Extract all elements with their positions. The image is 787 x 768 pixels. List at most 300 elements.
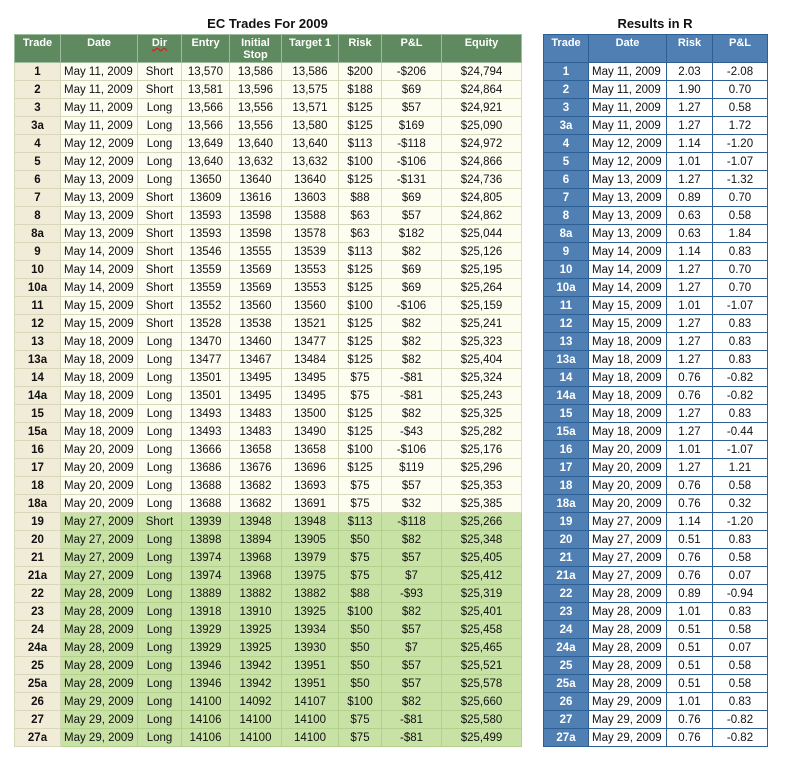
date-cell: May 18, 2009 <box>589 369 667 387</box>
date-cell: May 12, 2009 <box>61 135 138 153</box>
results-header-pnl: P&L <box>713 35 768 63</box>
target-cell: 13603 <box>282 189 339 207</box>
trade-cell: 13a <box>15 351 61 369</box>
trade-cell: 22 <box>544 585 589 603</box>
results-row <box>544 117 768 135</box>
header-trade: Trade <box>15 35 61 63</box>
table-row <box>15 405 522 423</box>
dir-cell: Long <box>138 405 182 423</box>
risk-cell: $88 <box>339 189 382 207</box>
trade-cell: 23 <box>544 603 589 621</box>
results-header-risk: Risk <box>667 35 713 63</box>
dir-cell: Long <box>138 567 182 585</box>
risk-cell: $125 <box>339 351 382 369</box>
pnl-cell: $82 <box>382 351 442 369</box>
trade-cell: 3 <box>544 99 589 117</box>
header-risk: Risk <box>339 35 382 63</box>
dir-cell: Short <box>138 63 182 81</box>
entry-cell: 13,581 <box>182 81 230 99</box>
date-cell: May 20, 2009 <box>61 459 138 477</box>
results-row <box>544 81 768 99</box>
table-row <box>15 315 522 333</box>
initial-stop-cell: 13925 <box>230 621 282 639</box>
initial-stop-cell: 13616 <box>230 189 282 207</box>
entry-cell: 13552 <box>182 297 230 315</box>
date-cell: May 28, 2009 <box>61 639 138 657</box>
equity-cell: $24,864 <box>442 81 522 99</box>
dir-cell: Short <box>138 81 182 99</box>
trade-cell: 25 <box>544 657 589 675</box>
table-row <box>15 135 522 153</box>
dir-cell: Long <box>138 711 182 729</box>
dir-cell: Short <box>138 207 182 225</box>
initial-stop-cell: 13495 <box>230 369 282 387</box>
date-cell: May 18, 2009 <box>61 423 138 441</box>
target-cell: 13925 <box>282 603 339 621</box>
trade-cell: 22 <box>15 585 61 603</box>
pnl-r-cell: -0.44 <box>713 423 768 441</box>
table-row <box>15 549 522 567</box>
table-row <box>15 297 522 315</box>
pnl-r-cell: -1.07 <box>713 441 768 459</box>
equity-cell: $25,195 <box>442 261 522 279</box>
trade-cell: 19 <box>544 513 589 531</box>
risk-r-cell: 1.27 <box>667 351 713 369</box>
target-cell: 13553 <box>282 261 339 279</box>
initial-stop-cell: 14100 <box>230 729 282 747</box>
pnl-r-cell: -1.20 <box>713 513 768 531</box>
dir-cell: Long <box>138 99 182 117</box>
ec-trades-title: EC Trades For 2009 <box>207 16 328 31</box>
initial-stop-cell: 13483 <box>230 405 282 423</box>
date-cell: May 13, 2009 <box>61 189 138 207</box>
trade-cell: 9 <box>544 243 589 261</box>
results-in-r-title: Results in R <box>617 16 693 31</box>
pnl-cell: -$106 <box>382 297 442 315</box>
risk-cell: $125 <box>339 423 382 441</box>
date-cell: May 20, 2009 <box>589 495 667 513</box>
results-row <box>544 459 768 477</box>
dir-cell: Long <box>138 639 182 657</box>
date-cell: May 13, 2009 <box>589 171 667 189</box>
initial-stop-cell: 14092 <box>230 693 282 711</box>
date-cell: May 13, 2009 <box>589 189 667 207</box>
date-cell: May 11, 2009 <box>589 81 667 99</box>
target-cell: 13477 <box>282 333 339 351</box>
pnl-r-cell: 0.83 <box>713 351 768 369</box>
risk-r-cell: 0.89 <box>667 585 713 603</box>
equity-cell: $25,126 <box>442 243 522 261</box>
risk-r-cell: 1.01 <box>667 153 713 171</box>
date-cell: May 13, 2009 <box>61 207 138 225</box>
results-row <box>544 621 768 639</box>
entry-cell: 13470 <box>182 333 230 351</box>
risk-r-cell: 0.76 <box>667 729 713 747</box>
results-row <box>544 189 768 207</box>
entry-cell: 13528 <box>182 315 230 333</box>
results-row <box>544 243 768 261</box>
date-cell: May 15, 2009 <box>61 297 138 315</box>
trade-cell: 2 <box>15 81 61 99</box>
results-row <box>544 693 768 711</box>
target-cell: 13951 <box>282 657 339 675</box>
results-row <box>544 603 768 621</box>
entry-cell: 13889 <box>182 585 230 603</box>
date-cell: May 27, 2009 <box>589 549 667 567</box>
target-cell: 14107 <box>282 693 339 711</box>
risk-r-cell: 0.76 <box>667 711 713 729</box>
pnl-cell: $57 <box>382 621 442 639</box>
target-cell: 13,586 <box>282 63 339 81</box>
risk-cell: $75 <box>339 387 382 405</box>
dir-cell: Long <box>138 387 182 405</box>
trade-cell: 20 <box>15 531 61 549</box>
pnl-cell: -$118 <box>382 135 442 153</box>
trade-cell: 3a <box>544 117 589 135</box>
pnl-cell: $32 <box>382 495 442 513</box>
risk-r-cell: 0.51 <box>667 621 713 639</box>
pnl-cell: $57 <box>382 207 442 225</box>
risk-cell: $125 <box>339 333 382 351</box>
risk-r-cell: 0.51 <box>667 675 713 693</box>
trade-cell: 21 <box>544 549 589 567</box>
risk-cell: $125 <box>339 279 382 297</box>
date-cell: May 11, 2009 <box>61 117 138 135</box>
equity-cell: $24,862 <box>442 207 522 225</box>
target-cell: 13,632 <box>282 153 339 171</box>
header-entry: Entry <box>182 35 230 63</box>
initial-stop-cell: 13569 <box>230 279 282 297</box>
risk-r-cell: 1.27 <box>667 261 713 279</box>
risk-cell: $50 <box>339 531 382 549</box>
date-cell: May 29, 2009 <box>589 711 667 729</box>
target-cell: 13696 <box>282 459 339 477</box>
target-cell: 13930 <box>282 639 339 657</box>
trade-cell: 6 <box>544 171 589 189</box>
table-row <box>15 351 522 369</box>
risk-cell: $125 <box>339 405 382 423</box>
risk-r-cell: 1.27 <box>667 423 713 441</box>
dir-cell: Short <box>138 189 182 207</box>
target-cell: 14100 <box>282 729 339 747</box>
target-cell: 13539 <box>282 243 339 261</box>
pnl-r-cell: 0.58 <box>713 621 768 639</box>
risk-cell: $75 <box>339 369 382 387</box>
risk-r-cell: 1.01 <box>667 603 713 621</box>
risk-r-cell: 0.63 <box>667 225 713 243</box>
initial-stop-cell: 13,640 <box>230 135 282 153</box>
risk-r-cell: 1.27 <box>667 405 713 423</box>
header-dir-label: Dir <box>151 37 168 49</box>
initial-stop-cell: 13538 <box>230 315 282 333</box>
target-cell: 13560 <box>282 297 339 315</box>
trade-cell: 17 <box>15 459 61 477</box>
risk-cell: $200 <box>339 63 382 81</box>
table-row <box>15 243 522 261</box>
pnl-r-cell: 0.58 <box>713 675 768 693</box>
ec-trades-table <box>14 34 522 747</box>
target-cell: 13905 <box>282 531 339 549</box>
risk-r-cell: 1.01 <box>667 441 713 459</box>
target-cell: 13,575 <box>282 81 339 99</box>
entry-cell: 13493 <box>182 423 230 441</box>
date-cell: May 18, 2009 <box>61 387 138 405</box>
pnl-cell: $69 <box>382 81 442 99</box>
date-cell: May 14, 2009 <box>589 261 667 279</box>
target-cell: 13979 <box>282 549 339 567</box>
risk-r-cell: 1.27 <box>667 315 713 333</box>
entry-cell: 13593 <box>182 225 230 243</box>
date-cell: May 27, 2009 <box>61 549 138 567</box>
pnl-r-cell: 0.83 <box>713 603 768 621</box>
dir-cell: Long <box>138 369 182 387</box>
table-row <box>15 279 522 297</box>
pnl-r-cell: 0.70 <box>713 81 768 99</box>
target-cell: 13490 <box>282 423 339 441</box>
table-row <box>15 189 522 207</box>
results-row <box>544 513 768 531</box>
date-cell: May 15, 2009 <box>61 315 138 333</box>
table-row <box>15 423 522 441</box>
table-row <box>15 639 522 657</box>
risk-cell: $100 <box>339 153 382 171</box>
entry-cell: 13898 <box>182 531 230 549</box>
trade-cell: 24 <box>15 621 61 639</box>
equity-cell: $25,660 <box>442 693 522 711</box>
trade-cell: 25 <box>15 657 61 675</box>
pnl-r-cell: 1.72 <box>713 117 768 135</box>
risk-cell: $100 <box>339 693 382 711</box>
dir-cell: Short <box>138 243 182 261</box>
date-cell: May 18, 2009 <box>589 423 667 441</box>
risk-cell: $100 <box>339 441 382 459</box>
entry-cell: 13,649 <box>182 135 230 153</box>
pnl-cell: -$81 <box>382 711 442 729</box>
date-cell: May 28, 2009 <box>589 603 667 621</box>
equity-cell: $25,404 <box>442 351 522 369</box>
equity-cell: $25,385 <box>442 495 522 513</box>
initial-stop-cell: 13,556 <box>230 99 282 117</box>
results-row <box>544 99 768 117</box>
table-row <box>15 585 522 603</box>
trade-cell: 23 <box>15 603 61 621</box>
dir-cell: Long <box>138 603 182 621</box>
equity-cell: $25,159 <box>442 297 522 315</box>
date-cell: May 11, 2009 <box>589 63 667 81</box>
date-cell: May 18, 2009 <box>589 351 667 369</box>
table-row <box>15 333 522 351</box>
risk-cell: $75 <box>339 477 382 495</box>
equity-cell: $25,580 <box>442 711 522 729</box>
target-cell: 13951 <box>282 675 339 693</box>
equity-cell: $24,794 <box>442 63 522 81</box>
trade-cell: 12 <box>544 315 589 333</box>
risk-cell: $100 <box>339 603 382 621</box>
date-cell: May 28, 2009 <box>589 639 667 657</box>
table-row <box>15 531 522 549</box>
date-cell: May 28, 2009 <box>589 621 667 639</box>
equity-cell: $25,499 <box>442 729 522 747</box>
dir-cell: Short <box>138 513 182 531</box>
table-row <box>15 567 522 585</box>
trade-cell: 10a <box>15 279 61 297</box>
pnl-r-cell: 0.70 <box>713 261 768 279</box>
date-cell: May 11, 2009 <box>61 81 138 99</box>
target-cell: 13578 <box>282 225 339 243</box>
risk-cell: $75 <box>339 711 382 729</box>
initial-stop-cell: 13968 <box>230 549 282 567</box>
entry-cell: 13,566 <box>182 99 230 117</box>
equity-cell: $25,282 <box>442 423 522 441</box>
trade-cell: 15 <box>544 405 589 423</box>
results-row <box>544 153 768 171</box>
results-row <box>544 567 768 585</box>
entry-cell: 14106 <box>182 711 230 729</box>
equity-cell: $24,805 <box>442 189 522 207</box>
risk-cell: $88 <box>339 585 382 603</box>
risk-r-cell: 1.27 <box>667 117 713 135</box>
entry-cell: 13,640 <box>182 153 230 171</box>
entry-cell: 13546 <box>182 243 230 261</box>
entry-cell: 13609 <box>182 189 230 207</box>
dir-cell: Long <box>138 693 182 711</box>
risk-cell: $50 <box>339 639 382 657</box>
initial-stop-cell: 13640 <box>230 171 282 189</box>
pnl-r-cell: 0.83 <box>713 315 768 333</box>
target-cell: 13495 <box>282 387 339 405</box>
results-row <box>544 531 768 549</box>
risk-cell: $75 <box>339 549 382 567</box>
dir-cell: Long <box>138 459 182 477</box>
date-cell: May 14, 2009 <box>61 261 138 279</box>
date-cell: May 13, 2009 <box>589 225 667 243</box>
table-row <box>15 81 522 99</box>
results-row <box>544 423 768 441</box>
trade-cell: 13a <box>544 351 589 369</box>
equity-cell: $25,243 <box>442 387 522 405</box>
risk-cell: $125 <box>339 171 382 189</box>
target-cell: 13693 <box>282 477 339 495</box>
dir-cell: Long <box>138 585 182 603</box>
date-cell: May 28, 2009 <box>589 657 667 675</box>
dir-cell: Long <box>138 495 182 513</box>
risk-cell: $75 <box>339 495 382 513</box>
equity-cell: $25,264 <box>442 279 522 297</box>
trade-cell: 14a <box>544 387 589 405</box>
results-row <box>544 729 768 747</box>
entry-cell: 13929 <box>182 621 230 639</box>
results-row <box>544 315 768 333</box>
entry-cell: 13686 <box>182 459 230 477</box>
trade-cell: 13 <box>544 333 589 351</box>
dir-cell: Short <box>138 315 182 333</box>
pnl-cell: $7 <box>382 567 442 585</box>
entry-cell: 13501 <box>182 369 230 387</box>
table-row <box>15 171 522 189</box>
initial-stop-cell: 13942 <box>230 675 282 693</box>
trade-cell: 4 <box>544 135 589 153</box>
results-header-row <box>544 35 768 63</box>
risk-cell: $50 <box>339 675 382 693</box>
risk-r-cell: 0.76 <box>667 567 713 585</box>
pnl-cell: -$81 <box>382 387 442 405</box>
pnl-r-cell: 0.70 <box>713 189 768 207</box>
trade-cell: 20 <box>544 531 589 549</box>
entry-cell: 14106 <box>182 729 230 747</box>
trade-cell: 3a <box>15 117 61 135</box>
results-row <box>544 585 768 603</box>
risk-r-cell: 2.03 <box>667 63 713 81</box>
trade-cell: 12 <box>15 315 61 333</box>
risk-r-cell: 0.76 <box>667 387 713 405</box>
pnl-cell: $57 <box>382 675 442 693</box>
pnl-r-cell: -1.32 <box>713 171 768 189</box>
trade-cell: 10 <box>15 261 61 279</box>
table-row <box>15 117 522 135</box>
pnl-r-cell: 0.07 <box>713 639 768 657</box>
results-row <box>544 207 768 225</box>
target-cell: 13553 <box>282 279 339 297</box>
initial-stop-cell: 13682 <box>230 477 282 495</box>
trade-cell: 8 <box>15 207 61 225</box>
trade-cell: 19 <box>15 513 61 531</box>
entry-cell: 13593 <box>182 207 230 225</box>
equity-cell: $25,325 <box>442 405 522 423</box>
results-row <box>544 477 768 495</box>
trade-cell: 24a <box>15 639 61 657</box>
trade-cell: 1 <box>15 63 61 81</box>
trade-cell: 18a <box>15 495 61 513</box>
pnl-cell: $57 <box>382 549 442 567</box>
equity-cell: $25,348 <box>442 531 522 549</box>
results-row <box>544 333 768 351</box>
results-header-date: Date <box>589 35 667 63</box>
table-row <box>15 225 522 243</box>
date-cell: May 18, 2009 <box>589 387 667 405</box>
initial-stop-cell: 13598 <box>230 225 282 243</box>
table-row <box>15 459 522 477</box>
results-row <box>544 297 768 315</box>
table-row <box>15 99 522 117</box>
date-cell: May 11, 2009 <box>589 117 667 135</box>
pnl-r-cell: 0.83 <box>713 243 768 261</box>
date-cell: May 20, 2009 <box>61 495 138 513</box>
equity-cell: $25,353 <box>442 477 522 495</box>
risk-cell: $100 <box>339 297 382 315</box>
date-cell: May 12, 2009 <box>589 153 667 171</box>
date-cell: May 13, 2009 <box>61 225 138 243</box>
dir-cell: Short <box>138 297 182 315</box>
entry-cell: 13666 <box>182 441 230 459</box>
date-cell: May 20, 2009 <box>589 459 667 477</box>
trade-cell: 21a <box>15 567 61 585</box>
target-cell: 14100 <box>282 711 339 729</box>
pnl-cell: -$81 <box>382 369 442 387</box>
results-row <box>544 495 768 513</box>
pnl-cell: $69 <box>382 279 442 297</box>
target-cell: 13691 <box>282 495 339 513</box>
risk-r-cell: 1.27 <box>667 171 713 189</box>
date-cell: May 29, 2009 <box>61 711 138 729</box>
entry-cell: 13946 <box>182 675 230 693</box>
risk-r-cell: 1.14 <box>667 513 713 531</box>
dir-cell: Long <box>138 531 182 549</box>
results-row <box>544 441 768 459</box>
table-row <box>15 387 522 405</box>
date-cell: May 12, 2009 <box>589 135 667 153</box>
initial-stop-cell: 13,586 <box>230 63 282 81</box>
trade-cell: 25a <box>544 675 589 693</box>
